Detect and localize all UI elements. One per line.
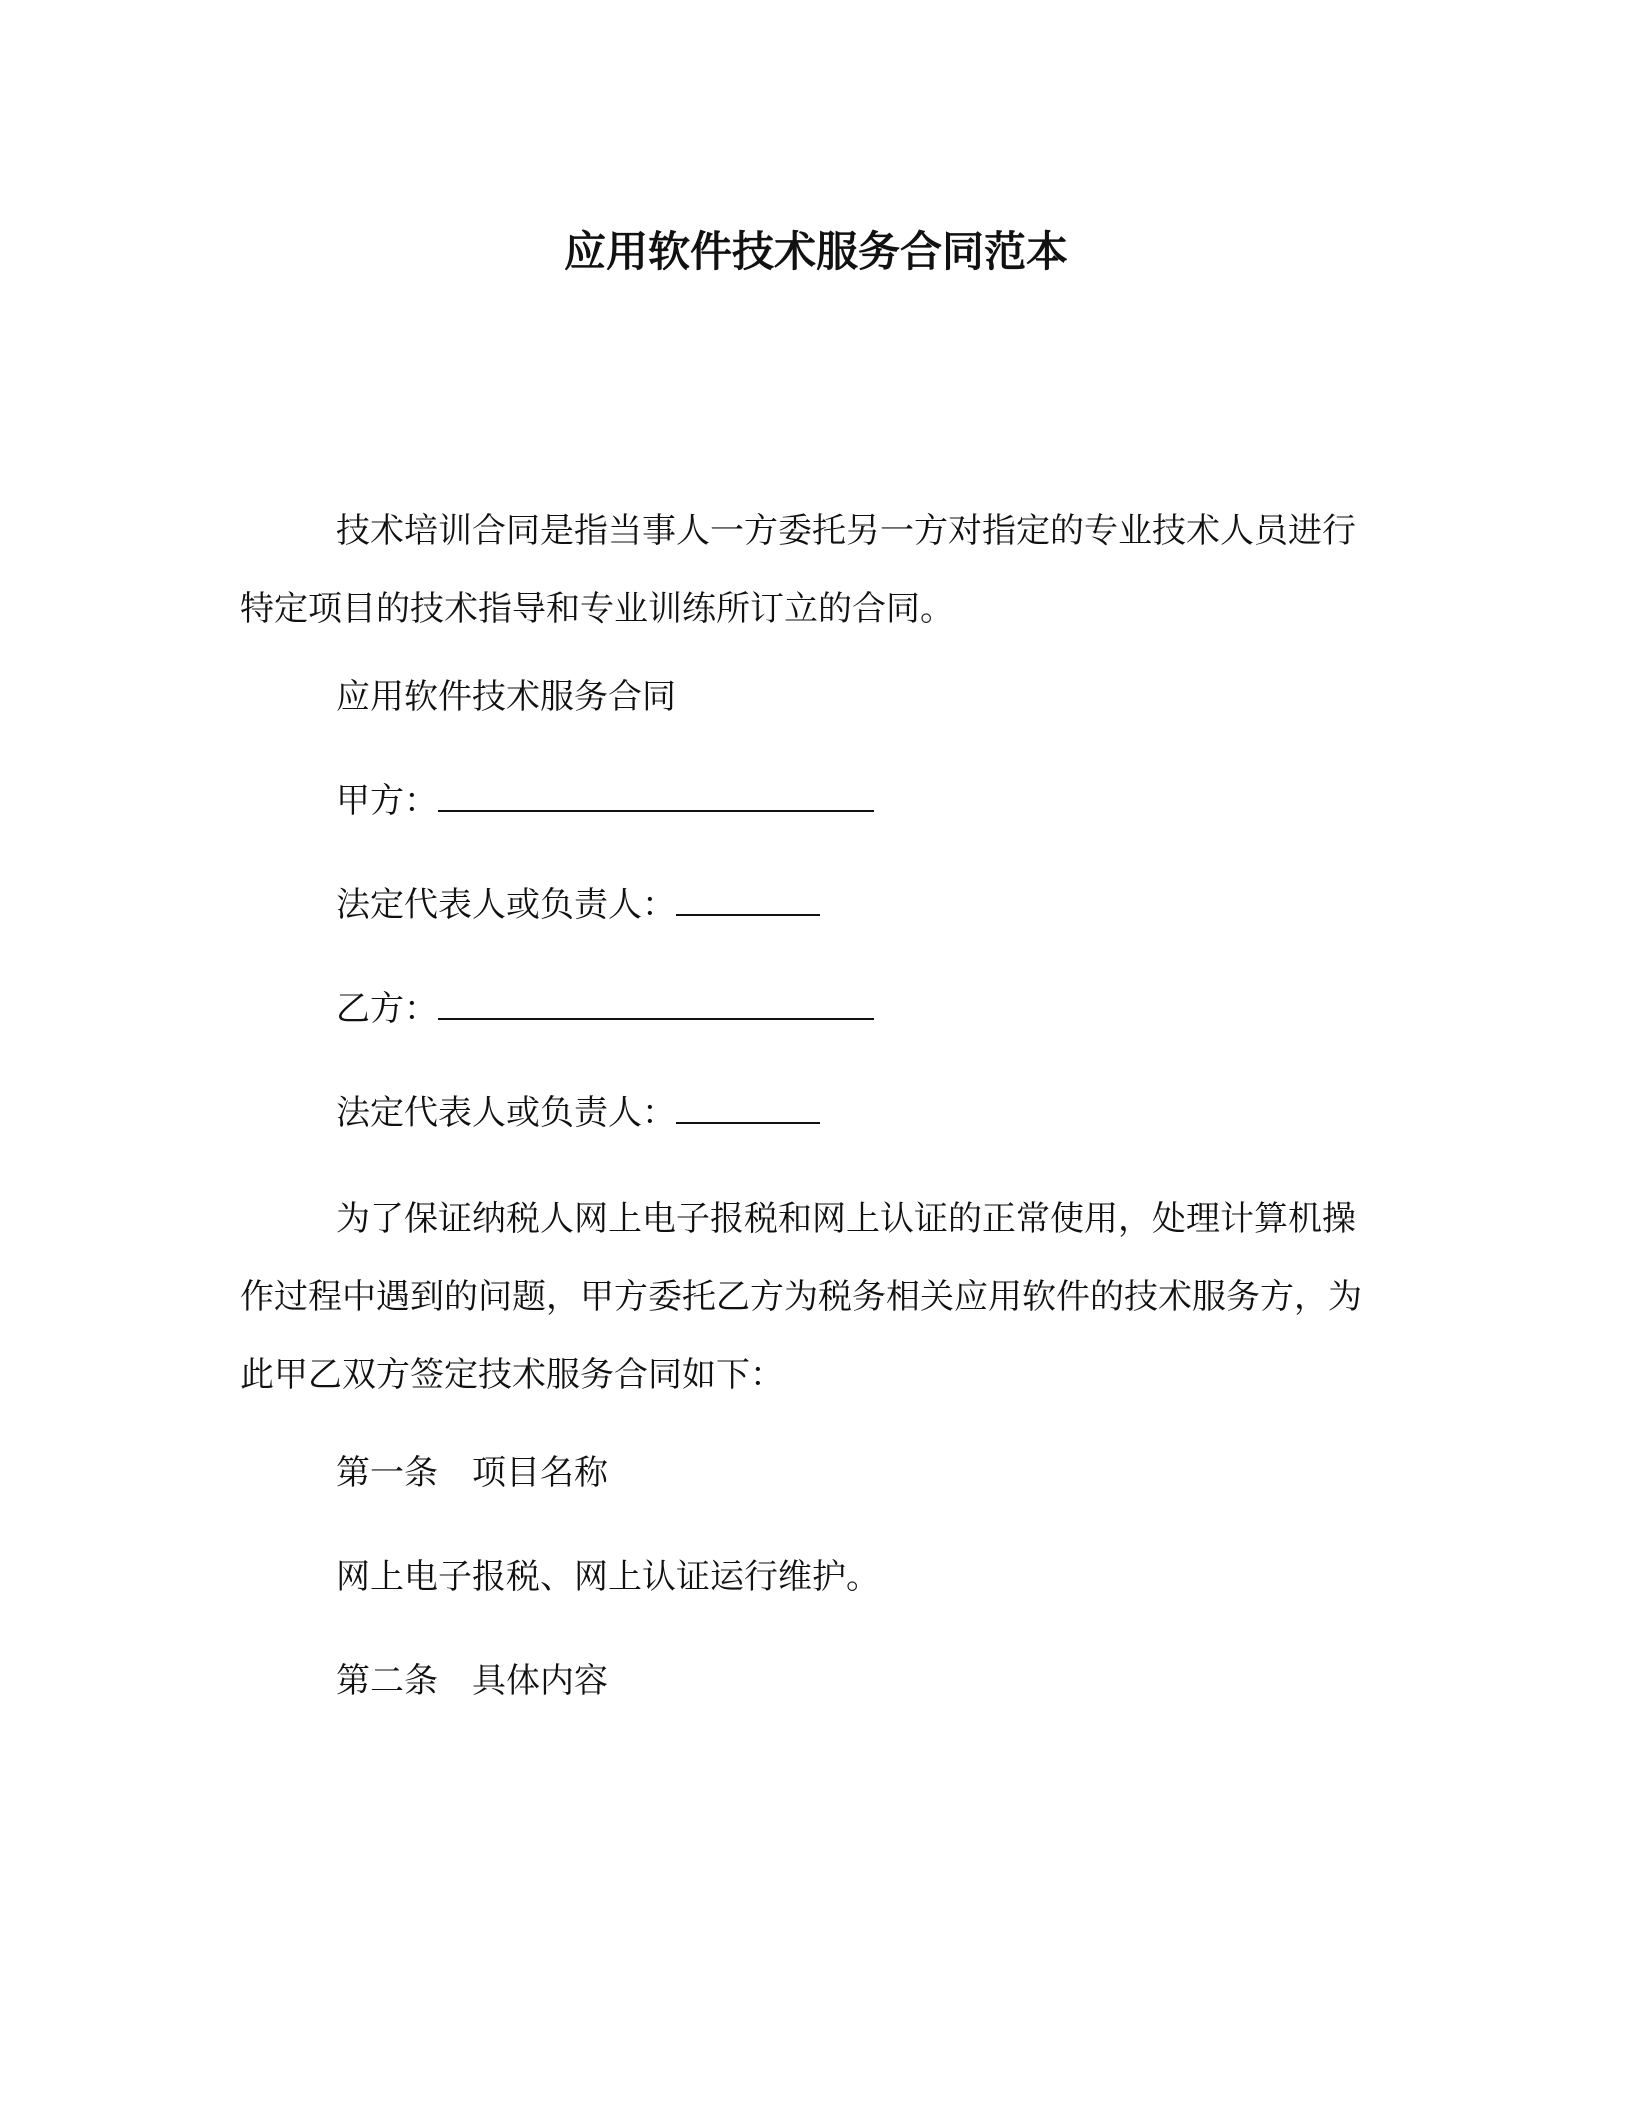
party-a-representative-line [336,880,820,930]
party-b-blank [438,984,874,1020]
party-a-line [336,776,874,826]
party-a-representative-blank [676,880,820,916]
document-title: 应用软件技术服务合同范本 [563,227,1068,276]
party-b-representative-line [336,1088,820,1138]
party-a-blank [438,776,874,812]
article-1-text: 网上电子报税、网上认证运行维护。 [336,1557,880,1597]
article-1-heading: 第一条 项目名称 [336,1453,608,1493]
contract-name: 应用软件技术服务合同 [336,677,676,717]
party-b-representative-blank [676,1088,820,1124]
purpose-paragraph: 为了保证纳税人网上电子报税和网上认证的正常使用，处理计算机操作过程中遇到的问题，甲方委托乙方为税务相关应用软件的技术服务方，为此甲乙双方签定技术服务合同如下： [240,1199,1362,1395]
article-2-heading: 第二条 具体内容 [336,1661,608,1701]
party-b-label: 乙方： [336,989,438,1029]
party-a-label: 甲方： [336,781,438,821]
intro-paragraph: 技术培训合同是指当事人一方委托另一方对指定的专业技术人员进行特定项目的技术指导和专业训练所订立的合同。 [240,511,1356,629]
party-a-representative-label: 法定代表人或负责人： [336,885,676,925]
purpose-paragraph-block [240,1180,1370,1414]
intro-paragraph-block [240,492,1370,648]
party-b-line [336,984,874,1034]
party-b-representative-label: 法定代表人或负责人： [336,1093,676,1133]
